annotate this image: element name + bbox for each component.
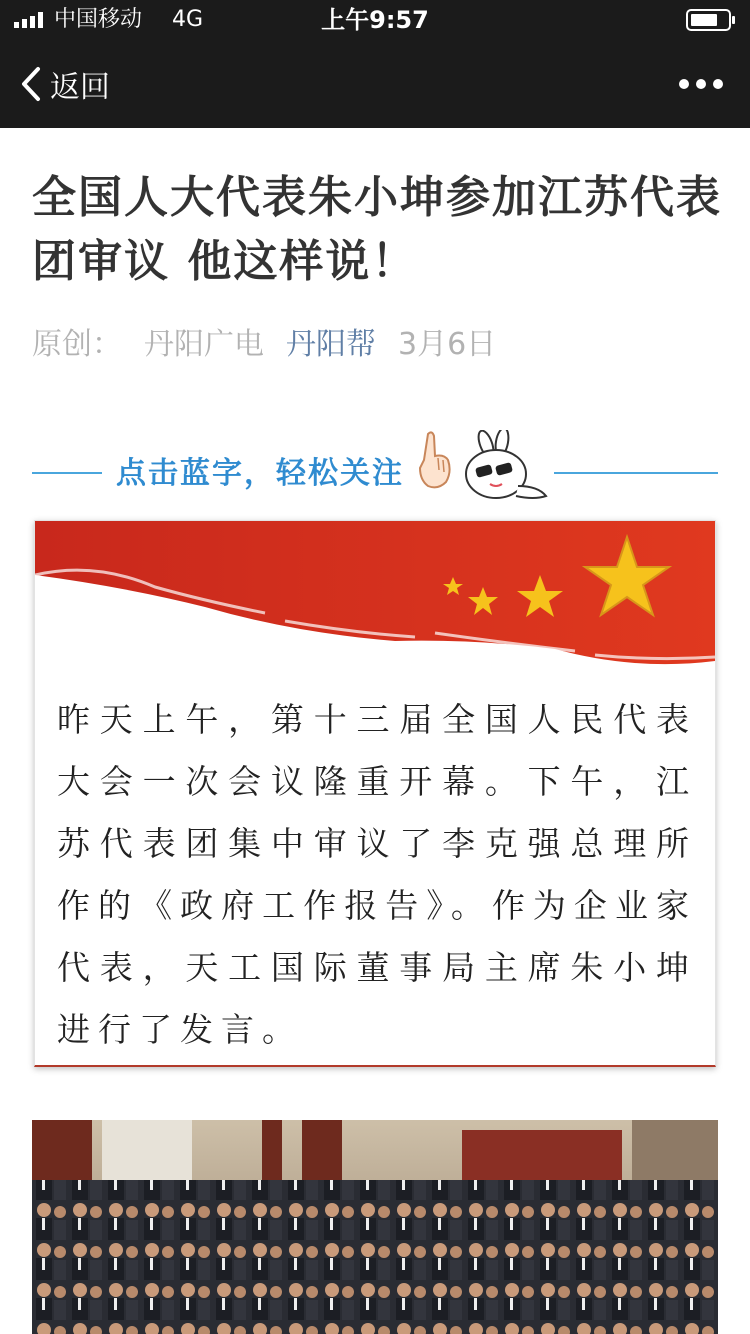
intro-paragraph: 昨天上午，第十三届全国人民代表大会一次会议隆重开幕。下午，江苏代表团集中审议了李克强总理所作的《政府工作报告》。作为企业家代表，天工国际董事局主席朱小坤进行了发言。 [57, 700, 697, 1049]
rabbit-mascot-icon [456, 430, 552, 506]
account-link[interactable]: 丹阳帮 [286, 327, 376, 362]
follow-banner[interactable] [32, 428, 718, 508]
publish-date: 3月6日 [398, 327, 497, 362]
clock-time: 上午9:57 [321, 6, 429, 34]
author-name: 丹阳广电 [144, 327, 264, 362]
original-label: 原创： [32, 327, 122, 362]
follow-banner-text: 点击蓝字，轻松关注 [116, 456, 404, 491]
conference-photo[interactable] [32, 1120, 718, 1334]
back-button[interactable] [18, 64, 110, 104]
intro-card [34, 520, 716, 1067]
divider-left [32, 472, 102, 474]
chevron-left-icon [18, 65, 44, 103]
pointing-hand-icon [414, 430, 454, 490]
divider-right [554, 472, 718, 474]
carrier-name: 中国移动 [54, 7, 143, 32]
nav-bar [0, 40, 750, 128]
network-type: 4G [172, 7, 204, 32]
back-label: 返回 [50, 70, 110, 105]
more-dots-icon[interactable] [678, 70, 724, 98]
article-meta [32, 324, 518, 366]
flag-banner-image [35, 521, 715, 671]
status-bar [0, 0, 750, 40]
article-title: 全国人大代表朱小坤参加江苏代表团审议 他这样说！ [32, 172, 722, 287]
battery-icon [686, 9, 736, 31]
